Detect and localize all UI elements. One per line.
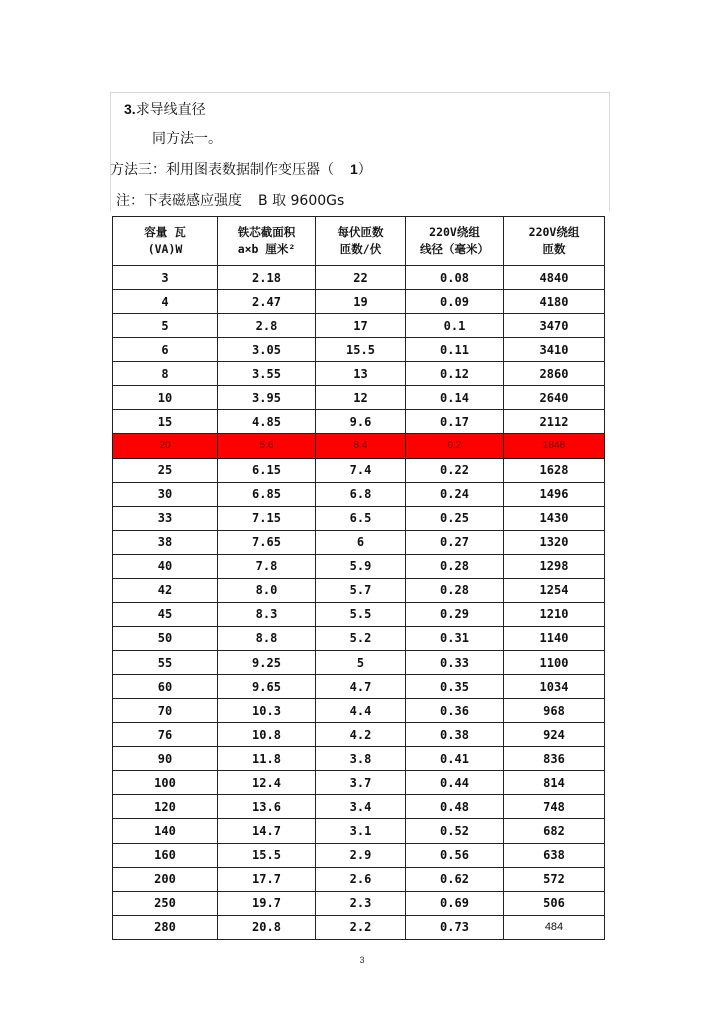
method-three-line (110, 159, 372, 179)
table-row (113, 771, 605, 795)
core-area-cell: 7.65 (218, 530, 316, 554)
table-row (113, 338, 605, 362)
table-header-row (113, 217, 605, 266)
core-area-cell: 9.65 (218, 675, 316, 699)
table-row (113, 386, 605, 410)
core-area-cell: 8.0 (218, 578, 316, 602)
winding-turns-cell: 1628 (504, 458, 605, 482)
table-row (113, 506, 605, 530)
method-three-number: 1 (350, 161, 358, 177)
table-row (113, 530, 605, 554)
core-area-cell: 13.6 (218, 795, 316, 819)
wire-diameter-cell: 0.08 (406, 266, 504, 290)
capacity-cell: 5 (113, 314, 218, 338)
winding-turns-cell: 1298 (504, 554, 605, 578)
winding-turns-cell: 3470 (504, 314, 605, 338)
table-row (113, 602, 605, 626)
winding-turns-cell: 1034 (504, 675, 605, 699)
table-row (113, 843, 605, 867)
turns-per-volt-cell: 8.4 (316, 434, 406, 458)
header-core-area: 铁芯截面积 a×b 厘米² (218, 217, 316, 266)
wire-diameter-cell: 0.22 (406, 458, 504, 482)
core-area-cell: 8.8 (218, 626, 316, 650)
wire-diameter-cell: 0.38 (406, 723, 504, 747)
capacity-cell: 45 (113, 602, 218, 626)
table-row (113, 867, 605, 891)
winding-turns-cell: 1100 (504, 651, 605, 675)
core-area-cell: 12.4 (218, 771, 316, 795)
header-capacity: 容量 瓦 (VA)W (113, 217, 218, 266)
turns-per-volt-cell: 5.2 (316, 626, 406, 650)
turns-per-volt-cell: 2.9 (316, 843, 406, 867)
turns-per-volt-cell: 5.7 (316, 578, 406, 602)
table-row (113, 266, 605, 290)
wire-diameter-cell: 0.48 (406, 795, 504, 819)
turns-per-volt-cell: 12 (316, 386, 406, 410)
table-row (113, 699, 605, 723)
capacity-cell: 3 (113, 266, 218, 290)
turns-per-volt-cell: 9.6 (316, 410, 406, 434)
winding-turns-cell: 2112 (504, 410, 605, 434)
capacity-cell: 76 (113, 723, 218, 747)
table-row (113, 747, 605, 771)
header-winding-turns: 220V绕组 匝数 (504, 217, 605, 266)
table-row (113, 482, 605, 506)
turns-per-volt-cell: 5 (316, 651, 406, 675)
method-three-text: 方法三：利用图表数据制作变压器（ (110, 162, 334, 178)
turns-per-volt-cell: 3.7 (316, 771, 406, 795)
winding-turns-cell: 638 (504, 843, 605, 867)
turns-per-volt-cell: 6.5 (316, 506, 406, 530)
turns-per-volt-cell: 15.5 (316, 338, 406, 362)
turns-per-volt-cell: 7.4 (316, 458, 406, 482)
core-area-cell: 5.6 (218, 434, 316, 458)
wire-diameter-cell: 0.62 (406, 867, 504, 891)
core-area-cell: 19.7 (218, 891, 316, 915)
winding-turns-cell: 1496 (504, 482, 605, 506)
winding-turns-cell: 1210 (504, 602, 605, 626)
core-area-cell: 3.55 (218, 362, 316, 386)
header-turns-per-volt: 每伏匝数 匝数/伏 (316, 217, 406, 266)
capacity-cell: 200 (113, 867, 218, 891)
wire-diameter-cell: 0.1 (406, 314, 504, 338)
capacity-cell: 30 (113, 482, 218, 506)
wire-diameter-cell: 0.27 (406, 530, 504, 554)
winding-turns-cell: 748 (504, 795, 605, 819)
capacity-cell: 15 (113, 410, 218, 434)
transformer-spec-table (112, 216, 605, 940)
wire-diameter-cell: 0.35 (406, 675, 504, 699)
core-area-cell: 14.7 (218, 819, 316, 843)
table-row (113, 651, 605, 675)
winding-turns-cell: 968 (504, 699, 605, 723)
wire-diameter-cell: 0.73 (406, 915, 504, 939)
wire-diameter-cell: 0.56 (406, 843, 504, 867)
wire-diameter-cell: 0.29 (406, 602, 504, 626)
note-value: 取 9600Gs (272, 193, 345, 209)
capacity-cell: 33 (113, 506, 218, 530)
turns-per-volt-cell: 2.2 (316, 915, 406, 939)
table-row (113, 819, 605, 843)
wire-diameter-cell: 0.44 (406, 771, 504, 795)
winding-turns-cell: 3410 (504, 338, 605, 362)
winding-turns-cell: 836 (504, 747, 605, 771)
wire-diameter-cell: 0.31 (406, 626, 504, 650)
heading-number: 3. (124, 101, 136, 117)
core-area-cell: 7.15 (218, 506, 316, 530)
wire-diameter-cell: 0.28 (406, 554, 504, 578)
winding-turns-cell: 1140 (504, 626, 605, 650)
capacity-cell: 120 (113, 795, 218, 819)
turns-per-volt-cell: 2.3 (316, 891, 406, 915)
header-wire-diameter: 220V绕组 线径（毫米） (406, 217, 504, 266)
core-area-cell: 20.8 (218, 915, 316, 939)
capacity-cell: 40 (113, 554, 218, 578)
table-row-highlighted (113, 434, 605, 458)
winding-turns-cell: 506 (504, 891, 605, 915)
heading-text: 求导线直径 (135, 102, 206, 118)
core-area-cell: 10.3 (218, 699, 316, 723)
core-area-cell: 17.7 (218, 867, 316, 891)
winding-turns-cell: 4840 (504, 266, 605, 290)
core-area-cell: 10.8 (218, 723, 316, 747)
note-b: B (258, 193, 268, 209)
capacity-cell: 50 (113, 626, 218, 650)
turns-per-volt-cell: 3.1 (316, 819, 406, 843)
wire-diameter-cell: 0.24 (406, 482, 504, 506)
turns-per-volt-cell: 13 (316, 362, 406, 386)
winding-turns-cell: 4180 (504, 290, 605, 314)
turns-per-volt-cell: 4.2 (316, 723, 406, 747)
turns-per-volt-cell: 3.8 (316, 747, 406, 771)
core-area-cell: 8.3 (218, 602, 316, 626)
winding-turns-cell: 1848 (504, 434, 605, 458)
table-row (113, 723, 605, 747)
wire-diameter-cell: 0.11 (406, 338, 504, 362)
turns-per-volt-cell: 2.6 (316, 867, 406, 891)
wire-diameter-cell: 0.36 (406, 699, 504, 723)
capacity-cell: 42 (113, 578, 218, 602)
wire-diameter-cell: 0.14 (406, 386, 504, 410)
winding-turns-cell: 2640 (504, 386, 605, 410)
turns-per-volt-cell: 4.7 (316, 675, 406, 699)
capacity-cell: 10 (113, 386, 218, 410)
winding-turns-cell: 1320 (504, 530, 605, 554)
table-row (113, 458, 605, 482)
turns-per-volt-cell: 5.5 (316, 602, 406, 626)
capacity-cell: 90 (113, 747, 218, 771)
core-area-cell: 4.85 (218, 410, 316, 434)
capacity-cell: 4 (113, 290, 218, 314)
table-row (113, 410, 605, 434)
core-area-cell: 6.15 (218, 458, 316, 482)
core-area-cell: 3.95 (218, 386, 316, 410)
capacity-cell: 8 (113, 362, 218, 386)
wire-diameter-cell: 0.52 (406, 819, 504, 843)
core-area-cell: 6.85 (218, 482, 316, 506)
turns-per-volt-cell: 6.8 (316, 482, 406, 506)
wire-diameter-cell: 0.28 (406, 578, 504, 602)
table-row (113, 915, 605, 939)
capacity-cell: 38 (113, 530, 218, 554)
table-row (113, 675, 605, 699)
wire-diameter-cell: 0.09 (406, 290, 504, 314)
table-row (113, 554, 605, 578)
core-area-cell: 3.05 (218, 338, 316, 362)
core-area-cell: 15.5 (218, 843, 316, 867)
note-line (116, 190, 344, 210)
wire-diameter-cell: 0.17 (406, 410, 504, 434)
turns-per-volt-cell: 5.9 (316, 554, 406, 578)
capacity-cell: 55 (113, 651, 218, 675)
winding-turns-cell: 2860 (504, 362, 605, 386)
table-row (113, 362, 605, 386)
core-area-cell: 2.8 (218, 314, 316, 338)
winding-turns-cell: 682 (504, 819, 605, 843)
table-row (113, 795, 605, 819)
method-three-close: ） (357, 162, 372, 178)
core-area-cell: 9.25 (218, 651, 316, 675)
wire-diameter-cell: 0.41 (406, 747, 504, 771)
turns-per-volt-cell: 6 (316, 530, 406, 554)
capacity-cell: 140 (113, 819, 218, 843)
turns-per-volt-cell: 4.4 (316, 699, 406, 723)
table-row (113, 578, 605, 602)
capacity-cell: 6 (113, 338, 218, 362)
capacity-cell: 280 (113, 915, 218, 939)
capacity-cell: 70 (113, 699, 218, 723)
wire-diameter-cell: 0.69 (406, 891, 504, 915)
table-row (113, 290, 605, 314)
wire-diameter-cell: 0.2 (406, 434, 504, 458)
page-number: 3 (359, 955, 365, 965)
capacity-cell: 160 (113, 843, 218, 867)
core-area-cell: 2.47 (218, 290, 316, 314)
winding-turns-cell: 572 (504, 867, 605, 891)
table-row (113, 891, 605, 915)
turns-per-volt-cell: 22 (316, 266, 406, 290)
winding-turns-cell: 1430 (504, 506, 605, 530)
turns-per-volt-cell: 17 (316, 314, 406, 338)
table-row (113, 626, 605, 650)
same-method-line: 同方法一。 (152, 131, 222, 147)
capacity-cell: 20 (113, 434, 218, 458)
wire-diameter-cell: 0.25 (406, 506, 504, 530)
turns-per-volt-cell: 3.4 (316, 795, 406, 819)
table-row (113, 314, 605, 338)
turns-per-volt-cell: 19 (316, 290, 406, 314)
note-text: 注：下表磁感应强度 (116, 193, 242, 209)
wire-diameter-cell: 0.33 (406, 651, 504, 675)
winding-turns-cell: 1254 (504, 578, 605, 602)
capacity-cell: 60 (113, 675, 218, 699)
capacity-cell: 250 (113, 891, 218, 915)
core-area-cell: 11.8 (218, 747, 316, 771)
winding-turns-cell: 924 (504, 723, 605, 747)
core-area-cell: 7.8 (218, 554, 316, 578)
capacity-cell: 25 (113, 458, 218, 482)
core-area-cell: 2.18 (218, 266, 316, 290)
winding-turns-cell: 484 (504, 915, 605, 939)
section-heading (124, 99, 206, 119)
capacity-cell: 100 (113, 771, 218, 795)
winding-turns-cell: 814 (504, 771, 605, 795)
wire-diameter-cell: 0.12 (406, 362, 504, 386)
